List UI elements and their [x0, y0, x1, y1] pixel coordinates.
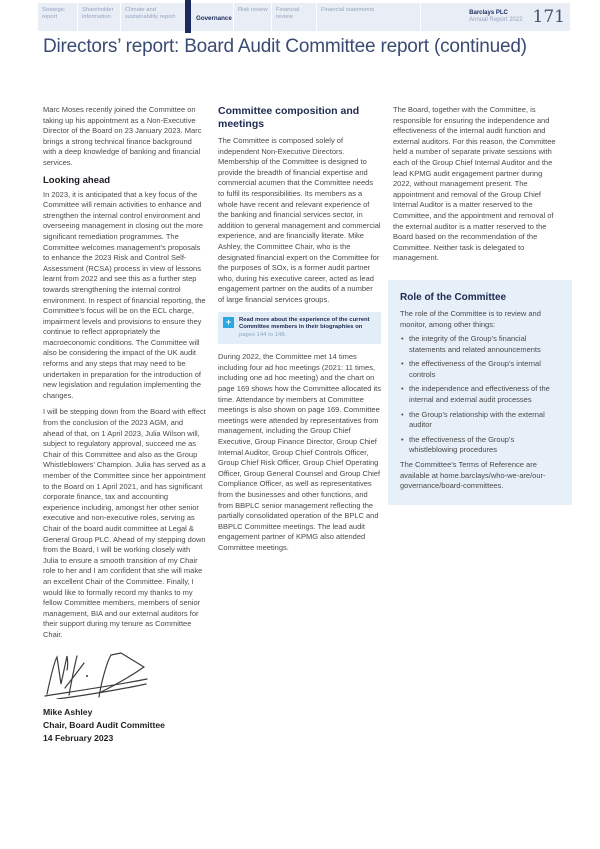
brand-block [469, 10, 522, 24]
signatory-name: Mike Ashley [43, 706, 93, 717]
signature-image [43, 647, 163, 699]
header-nav [38, 3, 570, 31]
role-bullet-item: • the integrity of the Group’s financial statements and related announcements [400, 334, 561, 355]
tab-shareholder-information[interactable]: Shareholder information [78, 3, 120, 31]
signatory-role: Chair, Board Audit Committee [43, 719, 165, 730]
tab-climate-sustainability[interactable]: Climate and sustainability report [121, 3, 185, 31]
paragraph: During 2022, the Committee met 14 times including four ad hoc meetings (2021: 11 times, including one ad hoc meeting) and the chart on page 169 shows how the Committee allocated its time. Attendance by members at Committee meetings is also shown on page 169. Committee meetings were attended by representatives from management, including the Group Chief Executive, Group Finance Director, Group Chief Internal Auditor, Group Chief Controls Officer, Group Chief Risk Officer, Group Chief Operating Officer, Group General Counsel and Group Chief Compliance Officer, as well as representatives from the businesses and other functions, and from BBPLC senior management reflecting the partially consolidated operation of the BPLC and BBPLC Committee meetings. The lead audit engagement partner of KPMG also attended Committee meetings. [218, 352, 382, 552]
signature-block [43, 647, 206, 745]
column-left [43, 105, 206, 745]
tab-financial-review[interactable]: Financial review [272, 3, 316, 31]
paragraph: The Committee is composed solely of independent Non-Executive Directors. Membership of the Committee is designed to provide the breadth of financial expertise and commercial acumen that the Committee needs to fulfil its responsibilities. Its members as a whole have recent and relevant experience of the banking and financial services sector, in addition to general management and commercial experience, and are financially literate. Mike Ashley, the Committee Chair, who is the designated financial expert on the Committee for the purposes of SOx, is a former audit partner who, during his executive career, acted as lead engagement partner on the audits of a number of large financial services groups. [218, 136, 381, 304]
role-box-intro: The role of the Committee is to review and monitor, among other things: [400, 308, 541, 329]
paragraph: I will be stepping down from the Board with effect from the conclusion of the 2023 AGM, and ahead of that, on 1 April 2023, Julia Wilson will, subject to regulatory approval, succeed me as Chair of this Committee and also as the Group Whistleblowers’ Champion. Julia has served as a member of the Committee since her appointment to the Board on 1 April 2021, and has significant corporate finance, tax and accounting experience including, amongst her other senior executive and non-executive roles, serving as Chair of the board audit committee at Legal & General Group PLC. Ahead of my stepping down from the Board, I will be working closely with Julia to ensure a smooth transition of my Chair role to her and I am confident that she will make an excellent Chair of the Committee. Finally, I would like to formally record my thanks to my fellow Committee members, members of senior management, BIA and our external auditors for their support during my tenure as Committee Chair. [43, 407, 206, 639]
looking-ahead-heading: Looking ahead [43, 174, 111, 186]
role-bullet-list [400, 334, 561, 456]
callout-text [239, 317, 375, 340]
role-box-heading: Role of the Committee [400, 291, 507, 303]
committee-composition-heading: Committee composition and meetings [218, 105, 360, 130]
callout-bold-text: Read more about the experience of the current Committee members in their biographies on [239, 316, 370, 331]
paragraph: Marc Moses recently joined the Committee on taking up his appointment as a Non-Executive Director of the Board on 23 January 2023. Marc brings a strong technical finance background with a deep knowledge of banking and financial services. [43, 105, 202, 167]
role-bullet-item: • the effectiveness of the Group’s internal controls [400, 359, 561, 380]
tab-governance[interactable]: Governance [186, 3, 233, 31]
column-right [393, 105, 556, 505]
plus-icon: + [223, 317, 234, 328]
role-bullet-item: • the independence and effectiveness of the internal and external audit processes [400, 384, 561, 405]
signature-date: 14 February 2023 [43, 732, 114, 743]
header-brand-segment [421, 3, 570, 31]
column-middle [218, 105, 381, 560]
brand-name: Barclays PLC [469, 10, 508, 16]
brand-subtitle: Annual Report 2022 [469, 17, 523, 23]
role-bullet-item: • the Group’s relationship with the external auditor [400, 410, 561, 431]
paragraph: The Board, together with the Committee, is responsible for ensuring the independence and effectiveness of the internal audit function and external auditors. For this reason, the Committee held a number of separate private sessions with each of the Group Chief Internal Auditor and the lead KPMG audit engagement partner during 2022, without management present. The appointment and removal of the Group Chief Internal Auditor is a matter reserved to the Committee, and the appointment and removal of the external auditor is a matter reserved to the Board based on the recommendation of the Committee. Neither task is delegated to management. [393, 105, 556, 263]
tab-risk-review[interactable]: Risk review [234, 3, 271, 31]
tab-strategic-report[interactable]: Strategic report [38, 3, 77, 31]
governance-active-marker [185, 0, 191, 33]
role-bullet-item: • the effectiveness of the Group’s whistleblowing procedures [400, 435, 561, 456]
paragraph: In 2023, it is anticipated that a key focus of the Committee will remain activities to enhance and strengthen the internal control environment and overseeing management in closing out the more significant remediation programmes. The Committee welcomes management’s proposals to enhance the 2023 Risk and Control Self-Assessment (RCSA) process in view of lessons learnt from 2022 and see this as a further step towards strengthening the internal control environment. In respect of financial reporting, the Committee’s focus will be on the ECL charge, impairment levels and provisions to ensure they continue to reflect appropriately the macroeconomic conditions. The Committee will also be considering the impact of the UK audit reforms and any steps that may need to be undertaken in preparation for the introduction of new legislation and regulation implementing the changes. [43, 189, 206, 400]
role-of-committee-box [388, 280, 572, 505]
read-more-callout[interactable] [218, 312, 381, 345]
page-number: 171 [532, 6, 565, 27]
terms-of-reference-text: The Committee’s Terms of Reference are available at home.barclays/who-we-are/our-governance/board-committees. [400, 460, 546, 491]
tab-financial-statements[interactable]: Financial statements [317, 3, 420, 31]
callout-page-reference: pages 144 to 148. [239, 331, 287, 338]
page-title: Directors’ report: Board Audit Committee report (continued) [43, 36, 527, 57]
